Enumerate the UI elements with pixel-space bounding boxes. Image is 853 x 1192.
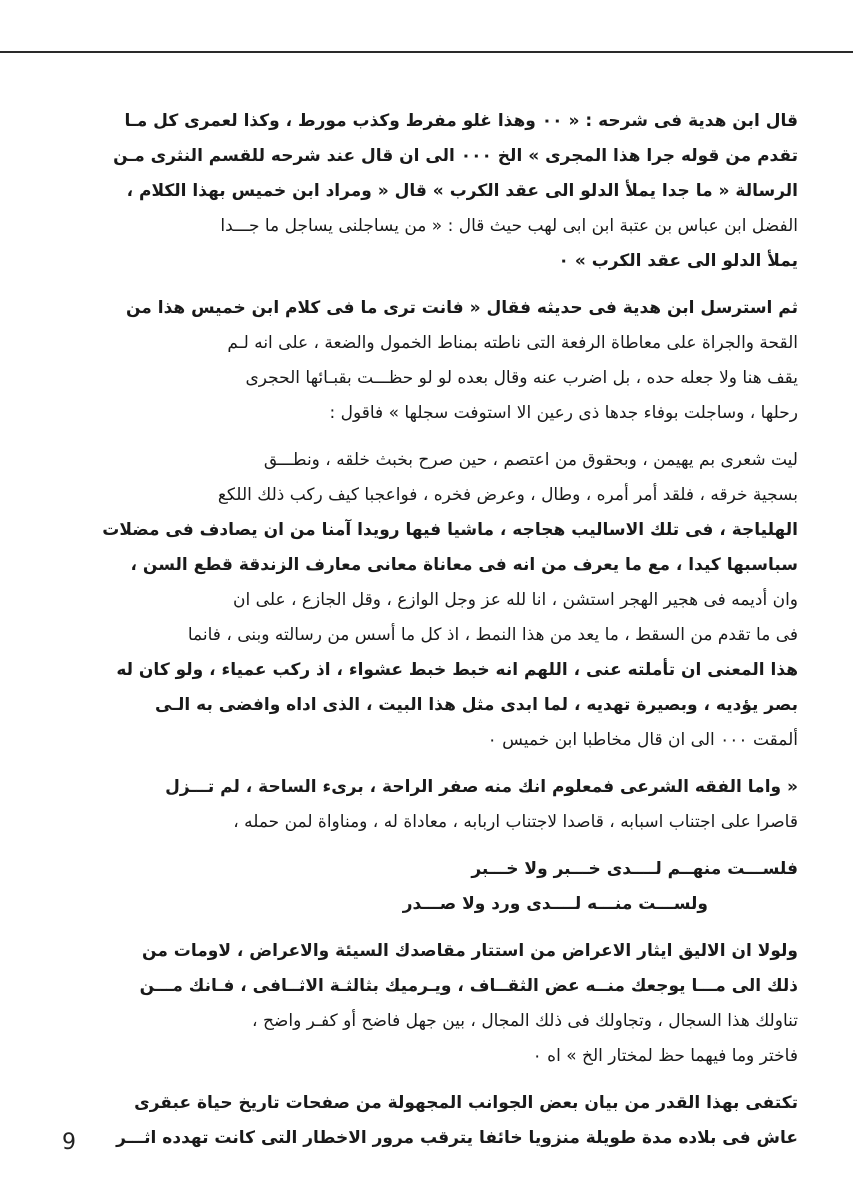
text-line: سباسبها كيدا ، مع ما يعرف من انه فى معاناة معانى معارف الزندقة قطع السن ، [130, 555, 798, 575]
text-line: الفضل ابن عباس بن عتبة ابن ابى لهب حيث قال : « من يساجلنى يساجل ما جـــدا [220, 216, 798, 236]
text-line: تكتفى بهذا القدر من بيان بعض الجوانب المجهولة من صفحات تاريخ حياة عبقرى [134, 1093, 798, 1113]
paragraph-4 [78, 770, 798, 840]
text-line: ذلك الى مـــا يوجعك منــه عض الثقــاف ، ويـرميك بثالثـة الاثــافى ، فـانك مـــن [139, 976, 798, 996]
text-line: « واما الفقه الشرعى فمعلوم انك منه صفر الراحة ، برىء الساحة ، لم تـــزل [165, 777, 798, 797]
text-line: القحة والجراة على معاطاة الرفعة التى ناطته بمناط الخمول والضعة ، على انه لـم [227, 333, 798, 353]
text-line: ألمقت ٠٠٠ الى ان قال مخاطبا ابن خميس ٠ [487, 730, 798, 750]
text-line: تناولك هذا السجال ، وتجاولك فى ذلك المجال ، بين جهل فاضح أو كفـر واضح ، [252, 1011, 798, 1031]
header-rule [0, 51, 853, 53]
text-line: الهلياجة ، فى تلك الاساليب هجاجه ، ماشيا فيها رويدا آمنا من ان يصادف فى مضلات [102, 520, 798, 540]
text-line: ليت شعرى بم يهيمن ، وبحقوق من اعتصم ، حين صرح بخبث خلقه ، ونطـــق [263, 450, 798, 470]
paragraph-3 [78, 443, 798, 758]
text-line: يقف هنا ولا جعله حده ، بل اضرب عنه وقال بعده لو لو حظـــت بقبـائها الحجرى [245, 368, 798, 388]
text-line: الرسالة « ما جدا يملأ الدلو الى عقد الكرب » قال « ومراد ابن خميس بهذا الكلام ، [126, 181, 798, 201]
arabic-text-body [78, 104, 798, 1168]
text-line: بصر يؤديه ، وبصيرة تهديه ، لما ابدى مثل هذا البيت ، الذى اداه وافضى به الـى [155, 695, 798, 715]
text-line: ثم استرسل ابن هدية فى حديثه فقال « فانت ترى ما فى كلام ابن خميس هذا من [126, 298, 798, 318]
paragraph-2 [78, 291, 798, 431]
text-line: بسجية خرقه ، فلقد أمر أمره ، وطال ، وعرض فخره ، فواعجبا كيف ركب ذلك اللكع [217, 485, 798, 505]
page-number: 9 [62, 1130, 76, 1155]
verse-line: ولســـت منـــه لــــدى ورد ولا صـــدر [402, 894, 708, 914]
text-line: هذا المعنى ان تأملته عنى ، اللهم انه خبط خبط عشواء ، اذ ركب عمياء ، ولو كان له [116, 660, 798, 680]
paragraph-5 [78, 934, 798, 1074]
paragraph-1 [78, 104, 798, 279]
text-line: قال ابن هدية فى شرحه : « ٠٠ وهذا غلو مفرط وكذب مورط ، وكذا لعمرى كل مـا [124, 111, 798, 131]
text-line: وان أديمه فى هجير الهجر استشن ، انا لله عز وجل الوازع ، وقل الجازع ، على ان [233, 590, 798, 610]
text-line: تقدم من قوله جرا هذا المجرى » الخ ٠٠٠ الى ان قال عند شرحه للقسم النثرى مـن [113, 146, 798, 166]
text-line: رحلها ، وساجلت بوفاء جدها ذى رعين الا استوفت سجلها » فاقول : [329, 403, 798, 423]
text-line: فاختر وما فيهما حظ لمختار الخ » اه ٠ [532, 1046, 798, 1066]
text-line: ولولا ان الاليق ايثار الاعراض من استتار مقاصدك السيئة والاعراض ، لاومات من [142, 941, 798, 961]
text-line: عاش فى بلاده مدة طويلة منزويا خائفا يترقب مرور الاخطار التى كانت تهدده اثـــر [116, 1128, 798, 1148]
text-line: فى ما تقدم من السقط ، ما يعد من هذا النمط ، اذ كل ما أسس من رسالته وبنى ، فانما [187, 625, 798, 645]
text-line: قاصرا على اجتناب اسبابه ، قاصدا لاجتناب اربابه ، معاداة له ، ومناواة لمن حمله ، [233, 812, 798, 832]
poetry-verse [78, 852, 798, 922]
paragraph-6 [78, 1086, 798, 1156]
verse-line: فلســـت منهــم لــــدى خـــبر ولا خـــبر [471, 859, 798, 879]
text-line: يملأ الدلو الى عقد الكرب » ٠ [558, 251, 798, 271]
